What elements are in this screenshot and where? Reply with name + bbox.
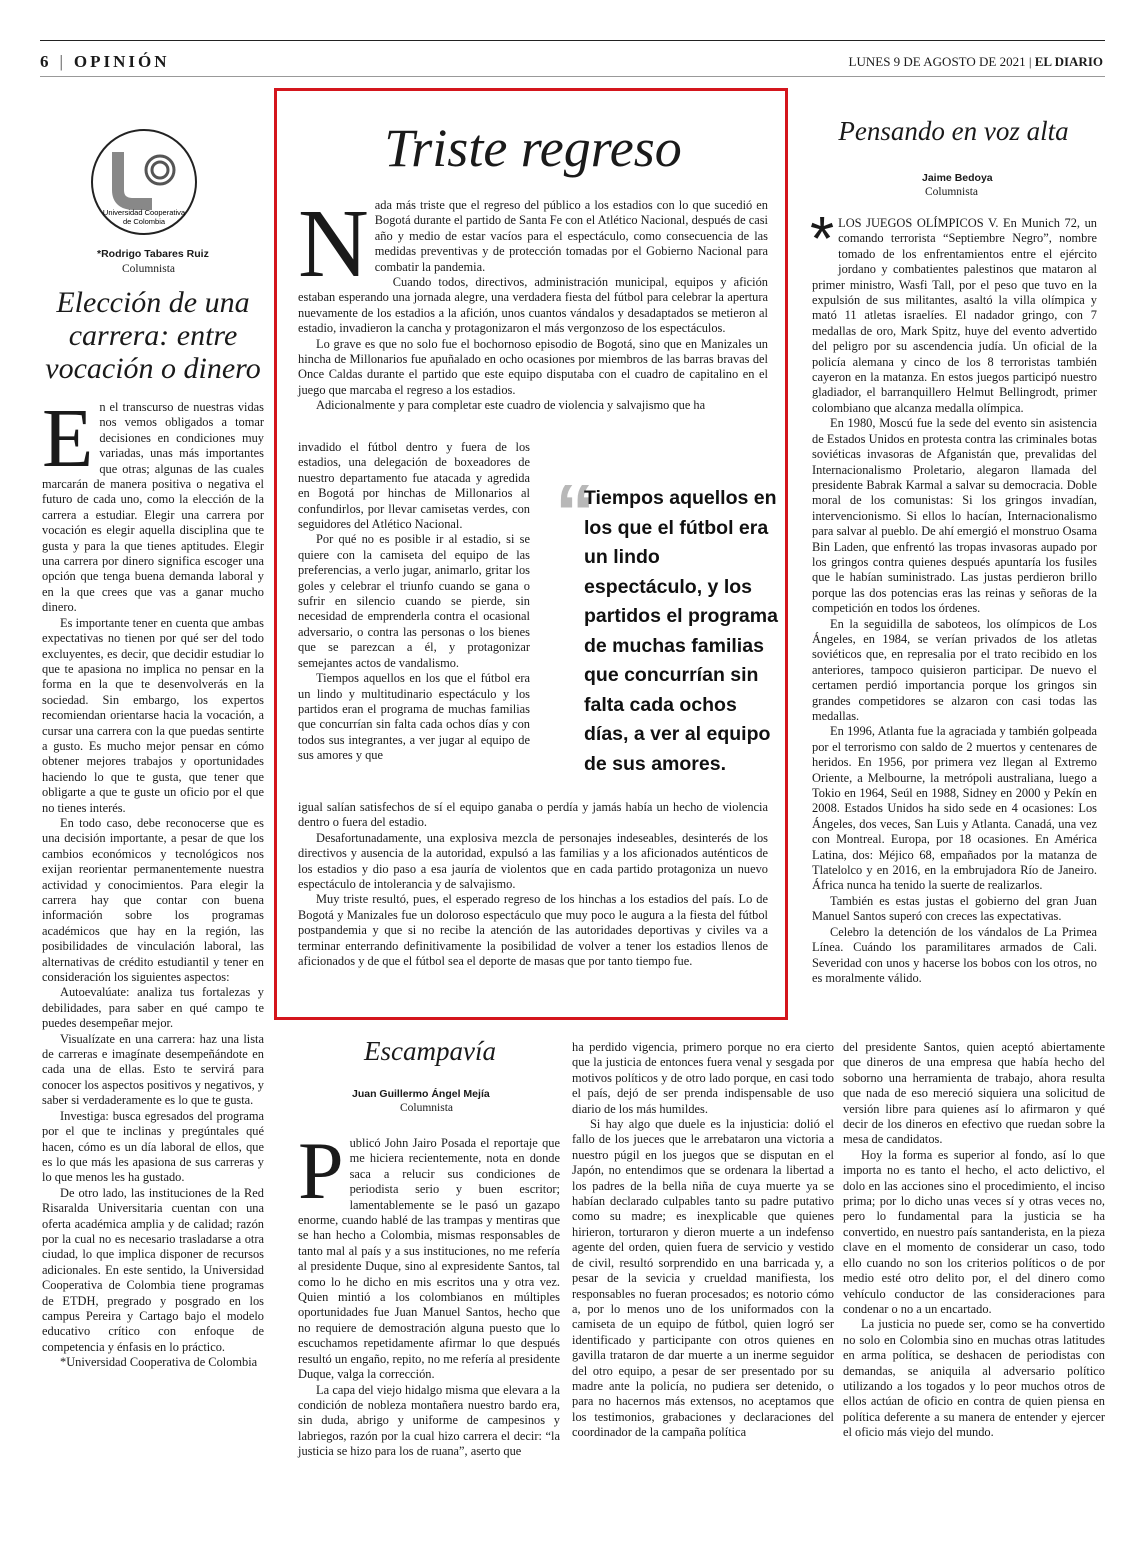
header-rule — [40, 76, 1105, 77]
right-role: Columnista — [925, 186, 979, 198]
paragraph: invadido el fútbol dentro y fuera de los estadios, una delegación de boxeadores de nuestro departamento fue atacada y agredida en Bogotá por hinchas de Millonarios al confundirlos, por llevar camisetas verdes, con seguidores del Atlético Nacional. — [298, 440, 530, 532]
pull-quote: Tiempos aquellos en los que el fútbol era un lindo espectáculo, y los partidos el programa de muchas familias que concurrían sin falta cada ochos días, a ver al equipo de sus amores. — [584, 487, 778, 775]
logo-text-1: Universidad Cooperativa — [102, 208, 186, 217]
quote-mark-icon: “ — [555, 468, 595, 557]
paragraph: Investiga: busca egresados del programa por el que te inclinas y pregúntales qué hacen, cómo es un día laboral de ellos, que es lo que más les apasiona de sus carreras y lo que menos les ha gustado. — [42, 1108, 264, 1185]
asterisk-icon: * — [810, 205, 835, 274]
page-header — [40, 52, 170, 72]
bottom-article-col1 — [298, 1125, 560, 1460]
paragraph: Hoy la forma es superior al fondo, así lo que importa no es tanto el hecho, el acto delictivo, el dolo en las acciones sino el procedimiento, el inciso prima; por lo dicho unas veces sí y otras veces no, pero lo fundamental para la justicia se ha convertido, en nuestro país santanderista, en la pieza clave en el momento de considerar un caso, todo ello cuando no son los criterios políticos o de por medio esté otro delito por, el del dinero como vehículo conductor de las consideraciones para condenar o no a un encartado. — [843, 1147, 1105, 1316]
bottom-article-col3 — [843, 1040, 1105, 1441]
left-role: Columnista — [122, 263, 176, 275]
editorial-title: Triste regreso — [384, 118, 682, 178]
paragraph: Desafortunadamente, una explosiva mezcla de personajes indeseables, desinterés de los directivos y ausencia de la autoridad, expulsó a las familias y a los aficionados auténticos de los estadios y dio paso a esa jauría de violentos que en cada partido protagoniza un nuevo espectáculo de intolerancia y de salvajismo. — [298, 830, 768, 892]
right-article-body — [810, 205, 1097, 986]
paragraph: Adicionalmente y para completar este cuadro de violencia y salvajismo que ha — [316, 398, 706, 413]
paragraph: Es importante tener en cuenta que ambas expectativas no tienen por qué ser del todo excluyentes, es decir, que decidir estudiar lo que te apasiona no implica no pensar en la forma en la que te desenvolverás en la sociedad. Sin embargo, los expertos recomiendan orientarse hacia la vocación, a cursar una carrera con la que puedas sentirte a gusto. Es mucho mejor pensar en cómo obtener mejores trabajos y oportunidades haciendo lo que te gusta, que tener que obligarte a que te guste un oficio por el que no tienes interés. — [42, 615, 264, 815]
university-logo — [90, 128, 198, 236]
paragraph: En 1980, Moscú fue la sede del evento sin asistencia de Estados Unidos en protesta contra las criminales botas soviéticas invasoras de Afganistán que, prevalidas del Internacionalismo Proletario, alegaron llamada del presidente Babrak Karmal a salvar su democracia. Doble moral de los comunistas: Si los gringos invadían, intervencionismo. Si ellos lo hacían, Internacionalismo para salvar al pueblo. De ahí emergió el monstruo Osama Bin Laden, que enfrentó las tropas invasoras aupado por los gringos contra quienes después apuntaría los fusiles que le habían suministrado. Las justas perdieron brillo porque las dos potencias eras las reinas y señoras de la competición en todos los órdenes. — [812, 416, 1097, 616]
header-separator: | — [59, 52, 66, 71]
publication-date: LUNES 9 DE AGOSTO DE 2021 — [848, 54, 1026, 69]
bottom-role: Columnista — [400, 1102, 454, 1114]
paragraph: ha perdido vigencia, primero porque no era cierto que la justicia de entonces fuera venal y sesgada por motivos políticos y de otro lado porque, en casi todo el país, dejó de ser prenda indispensable de uso diario de los más humildes. — [572, 1040, 834, 1116]
bottom-article-col2 — [572, 1040, 834, 1441]
bottom-column-title: Escampavía — [364, 1036, 496, 1066]
paragraph: Lo grave es que no solo fue el bochornoso episodio de Bogotá, sino que en Manizales un hincha de Millonarios fue apuñalado en ocho ocasiones por miembros de las barras bravas del Once Caldas durante el partido que este equipo disputaba con el cuadro de capitalino en el juego que marcaba el regreso a los estadios. — [298, 336, 768, 397]
right-author: Jaime Bedoya — [922, 172, 993, 184]
paragraph: igual salían satisfechos de sí el equipo ganaba o perdía y jamás había un hecho de violencia dentro o fuera del estadio. — [298, 800, 768, 830]
paragraph: Tiempos aquellos en los que el fútbol era un lindo y multitudinario espectáculo y los partidos eran el programa de muchas familias que concurrían sin falta cada ochos días y con todos sus integrantes, a ver jugar al equipo de sus amores y que — [298, 671, 530, 763]
paragraph: ada más triste que el regreso del público a los estadios con lo que sucedió en Bogotá durante el partido de Santa Fe con el Atlético Nacional, después de casi año y medio de estar vacíos para el espectáculo, como consecuencia de las medidas preventivas y de protección tomadas por el Gobierno Nacional para combatir la pandemia. — [374, 198, 768, 274]
paragraph: En la seguidilla de saboteos, los olímpicos de Los Ángeles, en 1984, se verían privados de los atletas soviéticos que, en represalia por el trato recibido en los anteriores, tampoco quisieron participar. De nuevo el certamen perdió importancia porque los gringos sin grandes competidores se alzaron con casi todas las medallas. — [812, 616, 1097, 723]
paragraph: La capa del viejo hidalgo misma que elevara a la condición de nobleza montañera nuestro bardo era, sin duda, abrigo y uniforme de campesinos y labriegos, razón por la cual hizo carrera el decir: “la justicia se hizo para los de ruana”, aserto que — [298, 1382, 560, 1459]
paragraph: La justicia no puede ser, como se ha convertido no solo en Colombia sino en muchas otras latitudes en arma política, se deshacen de periodistas con demandas, se aniquila al adversario político utilizando a los togados y lo peor muchos otros de ellos actúan de oficio en contra de quien piensa en política deferente a su manera de entender y ejercer el oficio más viejo del mundo. — [843, 1317, 1105, 1440]
bottom-author: Juan Guillermo Ángel Mejía — [352, 1088, 490, 1100]
section-name: OPINIÓN — [73, 52, 170, 71]
paragraph: n el transcurso de nuestras vidas nos vemos obligados a tomar decisiones en condiciones muy variadas, unas más importantes que otras; algunas de las cuales marcarán de manera positiva o negativa el futuro de cada uno, como la elección de la carrera a estudiar. Elegir una carrera por vocación es elegir aquella disciplina que te gusta y para la que tienes aptitudes. Elegir una carrera por dinero significa escoger una opción que tenga buena demanda laboral y en la que crees que vas a ganar mucho dinero. — [42, 400, 264, 615]
paragraph: También es estas justas el gobierno del gran Juan Manuel Santos superó con creces las expectativas. — [812, 893, 1097, 924]
paragraph: Visualízate en una carrera: haz una lista de carreras e imagínate desempeñándote en cada una de ellas. Esto te servirá para conocer los aspectos positivos y negativos, y saber si verdaderamente es lo que te gusta. — [42, 1031, 264, 1108]
paragraph: En todo caso, debe reconocerse que es una decisión importante, a pesar de que los cambios económicos y tecnológicos nos exijan reorientar permanentemente nuestra actividad y conocimientos. Para elegir la carrera hay que contar con buena información sobre los programas académicos que hay en la región, las posibilidades de vinculación laboral, las alternativas de crédito estudiantil y tener en consideración los siguientes aspectos: — [42, 815, 264, 985]
editorial-body-mid — [298, 440, 530, 764]
left-dropcap: E — [42, 392, 94, 485]
logo-text-2: de Colombia — [122, 217, 166, 226]
newspaper-name: EL DIARIO — [1034, 54, 1103, 69]
paragraph: LOS JUEGOS OLÍMPICOS V. En Munich 72, un comando terrorista “Septiembre Negro”, nombre tomado de los enfrentamientos entre el ejército jordano y combatientes palestinos que mataron al primer ministro, Wasfi Tall, por el peso que tuvo en la expulsión de sus militantes, asaltó la villa olímpica y mató 11 atletas israelíes. El nadador gringo, con 7 medallas de oro, Mark Spitz, huye del evento advertido del peligro por su ascendencia judía. Un oficial de la policía alemana y cinco de los 8 terroristas también cayeron en la matanza. En estos juegos participó nuestro gladiador, el barranquillero Helmut Bellingrodt, primer colombiano que alcanza medalla olímpica. — [812, 216, 1097, 415]
left-article-title: Elección de una carrera: entre vocación o dinero — [45, 286, 261, 385]
paragraph: Cuando todos, directivos, administración municipal, equipos y afición estaban esperando una jornada alegre, una verdadera fiesta del fútbol para celebrar la apertura nuevamente de los estadios a la afición, unos cuantos vándalos y desadaptados se metieron al estadio, invadieron la cancha y protagonizaron el más vergonzoso de los espectáculos. — [298, 275, 768, 336]
paragraph: del presidente Santos, quien aceptó abiertamente que dineros de una empresa que había hecho del soborno una herramienta de trabajo, ahora resulta que nada de eso mereció siquiera una solicitud de versión libre para quienes así lo afirmaron y qué decir de los dineros en efectivo que ruedan sobre la mesa de candidatos. — [843, 1040, 1105, 1147]
paragraph: Por qué no es posible ir al estadio, si se quiere con la camiseta del equipo de las preferencias, a verlo jugar, animarlo, gritar los goles y celebrar el triunfo cuando se gana o sufrir en silencio cuando se pierde, sin necesidad de emprenderla contra el ocasional adversario, o contra las personas o los bienes que se parezcan a él, y protagonizar semejantes actos de vandalismo. — [298, 532, 530, 670]
paragraph: Autoevalúate: analiza tus fortalezas y debilidades, para saber en qué campo te puedes desempeñar mejor. — [42, 985, 264, 1031]
left-author: *Rodrigo Tabares Ruiz — [97, 248, 209, 260]
paragraph: En 1996, Atlanta fue la agraciada y también golpeada por el terrorismo con saldo de 2 muertos y centenares de heridos. En 1956, por primera vez llegan al Extremo Oriente, a Melbourne, la metrópoli australiana, luego a Tokio en 1964, Seúl en 1988, Sidney en 2000 y Pekín en 2008. Estados Unidos ha sido sede en 4 ocasiones: Los Ángeles, dos veces, San Luis y Atlanta. Canadá, una vez con Montreal. Europa, por 18 ocasiones. En América Latina, dos: Méjico 68, empañados por la matanza de Tlatelolco y en 2016, en la embrujadora Río de Janeiro. África nunca ha tenido la suerte de realizarlos. — [812, 724, 1097, 893]
editorial-dropcap: N — [298, 190, 369, 298]
paragraph: Si hay algo que duele es la injusticia: dolió el fallo de los jueces que le arrebataron una victoria a nuestro púgil en los juegos que se disputan en el Japón, no entendimos que se ordenara la libertad a los padres de la bella niña de cuya muerte ya se habían declarado culpables tanto su padre putativo como su madre; es inexplicable que quienes hirieron, torturaron y dieron muerte a un indefenso agente del orden, quien fuera de servicio y vestido de civil, resultó sorprendido en una barricada y, a pesar de la sevicia y crueldad manifiesta, los responsables no fueran procesados; es notorio cómo a, por lo menos uno de los uniformados con la camiseta de un equipo de fútbol, quien logró ser identificado y participante con otros quienes en gavilla trataron de dar muerte a un inerme seguidor del otro equipo, a pesar de ser presentado por su madre ante la policía, no pudiera ser detenido, o para no hacernos más extensos, no aceptamos que los testimonios, grabaciones y declaraciones del coordinador de la campaña política — [572, 1117, 834, 1440]
editorial-body-top — [298, 190, 768, 414]
bottom-dropcap: P — [298, 1125, 344, 1216]
left-article-body — [42, 392, 264, 1371]
top-rule — [40, 40, 1105, 41]
header-date-line: LUNES 9 DE AGOSTO DE 2021 | EL DIARIO — [848, 54, 1103, 69]
paragraph: ublicó John Jairo Posada el reportaje que me hiciera recientemente, nota en donde saca a relucir sus condiciones de periodista serio y buen escritor; lamentablemente se le pasó un gazapo enorme, cuando hablé de las trampas y mentiras que se han hecho a Colombia, mismas responsables de tanto mal al país y a sus instituciones, no me refería al presidente Duque, sino al expresidente Santos, tal como lo he dicho en mis escritos una y otra vez. Quien mintió a los colombianos en múltiples oportunidades fue Juan Manuel Santos, hecho que no requiere de demostración alguna puesto que lo escuchamos repetidamente afirmar lo que después resultó un engaño, repito, no me refería al presidente Duque, valga la corrección. — [298, 1136, 560, 1382]
paragraph: *Universidad Cooperativa de Colombia — [60, 1355, 258, 1370]
editorial-body-bottom — [298, 800, 768, 969]
paragraph: Celebro la detención de los vándalos de La Primea Línea. Cuándo los paramilitares armados de Cali. Severidad con unos y hacerse los bobos con los otros, no es moralmente válido. — [812, 924, 1097, 985]
right-column-title: Pensando en voz alta — [838, 116, 1069, 146]
page-number: 6 — [40, 52, 52, 71]
paragraph: Muy triste resultó, pues, el esperado regreso de los hinchas a los estadios del país. Lo de Bogotá y Manizales fue un doloroso espectáculo que muy poco le augura a la fiesta del fútbol postpandemia y que si no recibe la atención de las autoridades deportivas y civiles va a terminar enterrando definitivamente la posibilidad de volver a tener los estadios llenos de aficionados y de que el fútbol sea el deporte de masas que por tanto tiempo fue. — [298, 892, 768, 969]
paragraph: De otro lado, las instituciones de la Red Risaralda Universitaria cuentan con una oferta académica amplia y de calidad; razón por la cual no es necesario trasladarse a otra ciudad, lo que implica disponer de recursos adicionales. En este sentido, la Universidad Cooperativa de Colombia tiene programas de ETDH, pregrado y posgrado en los campus Pereira y Cartago bajo el modelo educativo crítico con enfoque de competencia y énfasis en lo práctico. — [42, 1185, 264, 1354]
